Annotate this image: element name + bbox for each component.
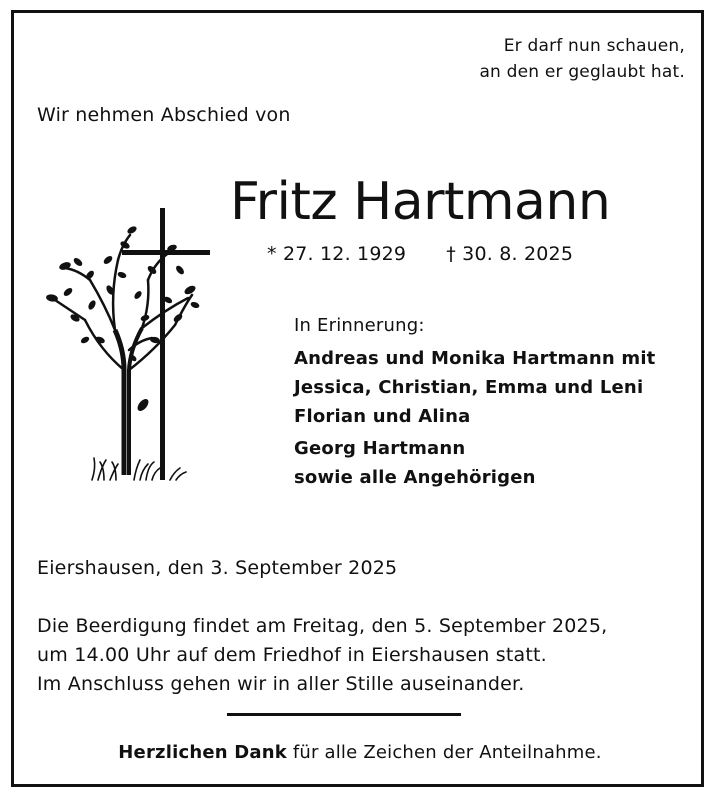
- thanks-line: [0, 742, 720, 763]
- mourner-line: Florian und Alina: [294, 406, 471, 427]
- memory-label: In Erinnerung:: [294, 315, 425, 336]
- cross-with-tree-icon: [30, 200, 215, 490]
- divider: [227, 713, 461, 716]
- quote: [479, 33, 685, 85]
- intro-text: Wir nehmen Abschied von: [37, 104, 291, 126]
- funeral-line: Die Beerdigung findet am Freitag, den 5. September 2025,: [37, 615, 608, 637]
- life-dates: [267, 243, 573, 265]
- funeral-line: um 14.00 Uhr auf dem Friedhof in Eiershausen statt.: [37, 644, 547, 666]
- mourner-line: Andreas und Monika Hartmann mit: [294, 348, 656, 369]
- mourner-line: sowie alle Angehörigen: [294, 467, 536, 488]
- birth-date: * 27. 12. 1929: [267, 243, 407, 265]
- mourners-group-1: [294, 344, 656, 431]
- thanks-bold: Herzlichen Dank: [118, 742, 287, 763]
- funeral-line: Im Anschluss gehen wir in aller Stille auseinander.: [37, 673, 525, 695]
- death-date: † 30. 8. 2025: [446, 243, 574, 265]
- thanks-rest: für alle Zeichen der Anteilnahme.: [286, 742, 602, 763]
- quote-line-1: Er darf nun schauen,: [503, 36, 685, 56]
- place-date: Eiershausen, den 3. September 2025: [37, 557, 398, 579]
- mourners-group-2: [294, 434, 536, 492]
- mourner-line: Georg Hartmann: [294, 438, 466, 459]
- deceased-name: Fritz Hartmann: [230, 172, 611, 232]
- mourner-line: Jessica, Christian, Emma und Leni: [294, 377, 644, 398]
- funeral-info: [37, 612, 607, 699]
- quote-line-2: an den er geglaubt hat.: [479, 62, 685, 82]
